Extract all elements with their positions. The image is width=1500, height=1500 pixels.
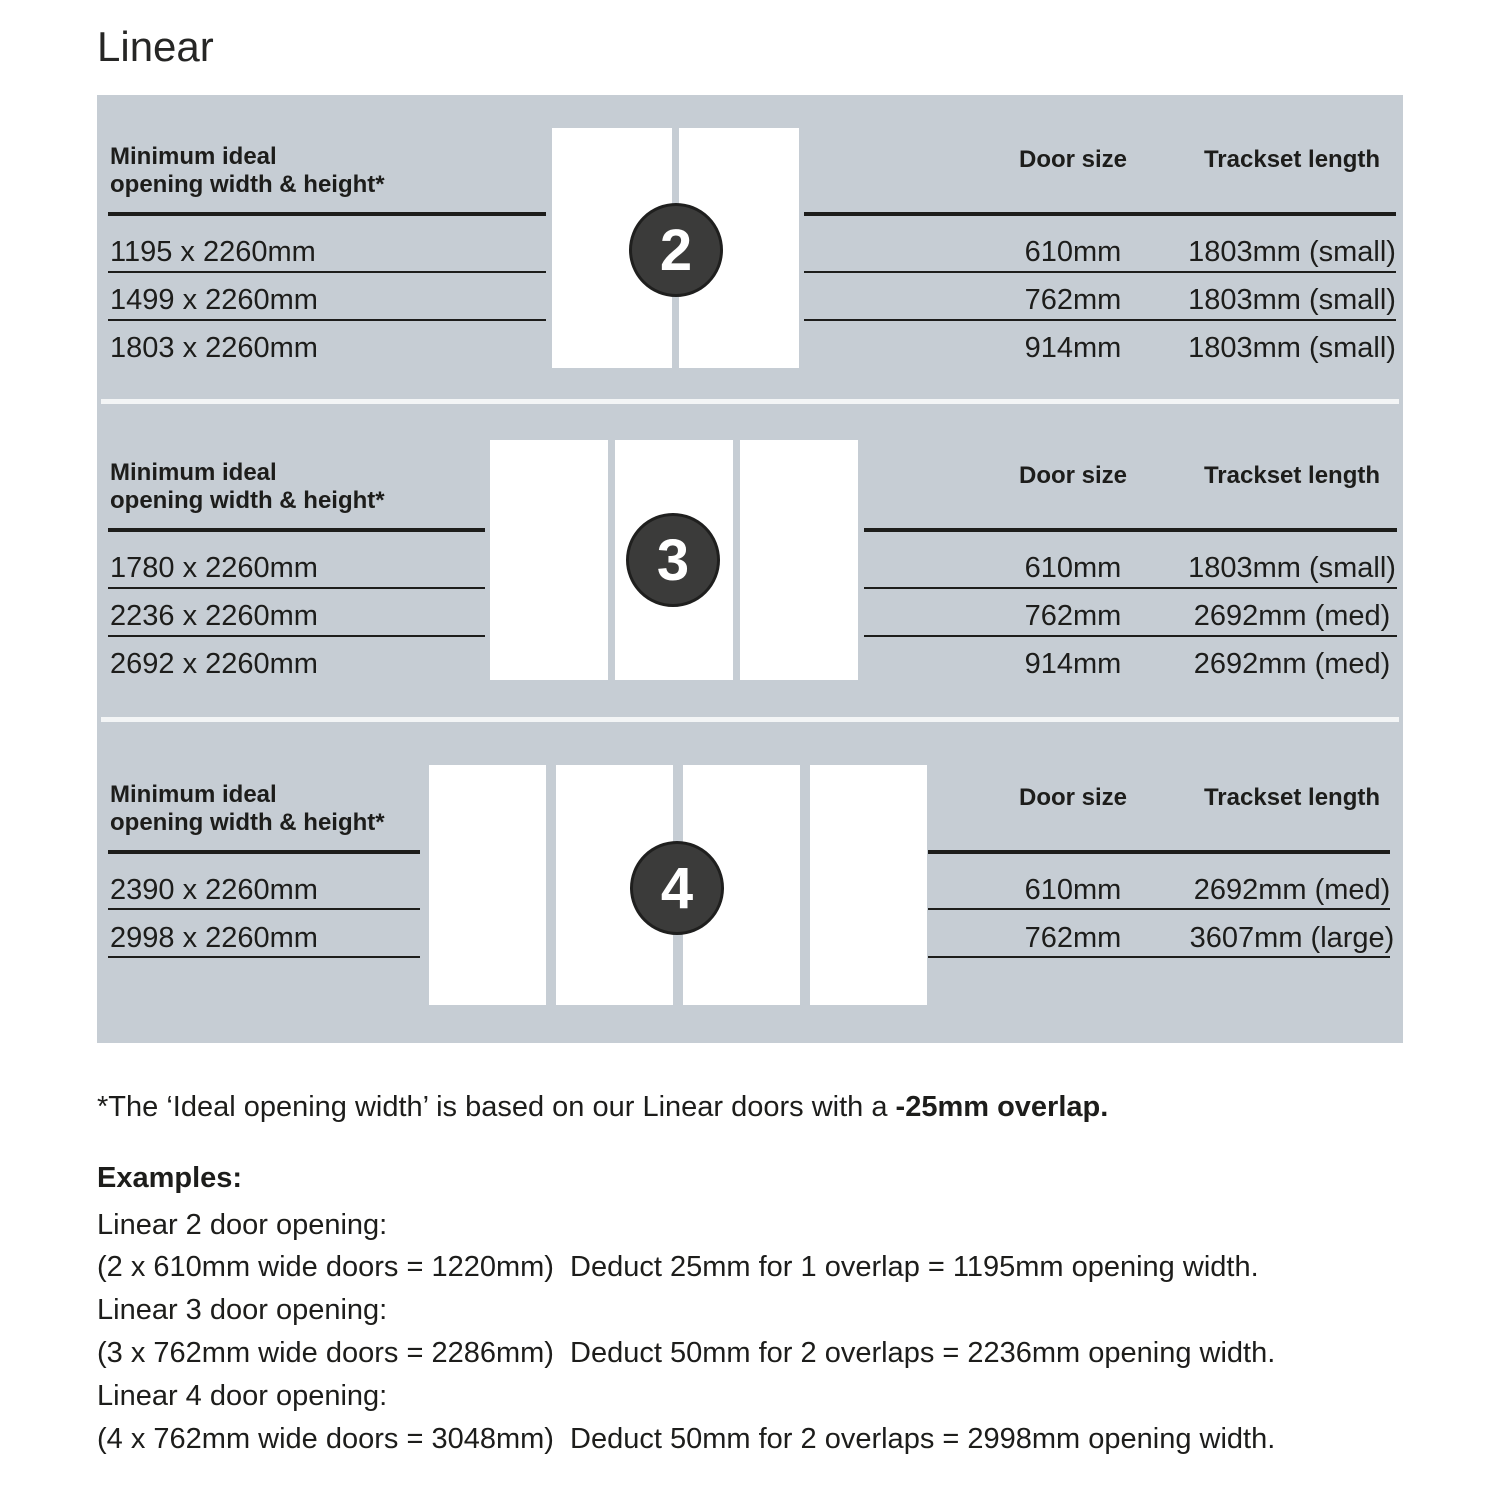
door-size-value: 762mm — [1024, 284, 1122, 316]
door-count-badge: 2 — [629, 203, 723, 297]
opening-size-value: 2692 x 2260mm — [110, 648, 318, 680]
left-table-header-line2: opening width & height* — [110, 171, 385, 198]
left-table-header-line1: Minimum ideal — [110, 459, 277, 486]
opening-size-value: 1780 x 2260mm — [110, 552, 318, 584]
column-header-door-size: Door size — [1018, 784, 1128, 811]
example-label: Linear 4 door opening: — [97, 1380, 388, 1412]
left-table-header-line2: opening width & height* — [110, 809, 385, 836]
row-divider — [108, 587, 485, 589]
section-separator — [101, 399, 1399, 404]
door-size-value: 762mm — [1024, 922, 1122, 954]
door-panel — [810, 765, 927, 1005]
footnote-text: *The ‘Ideal opening width’ is based on our Linear doors with a — [97, 1091, 896, 1123]
row-divider — [108, 908, 420, 910]
row-divider — [804, 271, 1396, 273]
opening-size-value: 1499 x 2260mm — [110, 284, 318, 316]
door-size-value: 610mm — [1024, 236, 1122, 268]
left-table-header — [110, 459, 385, 515]
opening-size-value: 1803 x 2260mm — [110, 332, 318, 364]
door-panel — [429, 765, 546, 1005]
left-table-header-line2: opening width & height* — [110, 487, 385, 514]
row-divider — [804, 319, 1396, 321]
row-divider — [928, 908, 1390, 910]
left-table-header — [110, 781, 385, 837]
header-rule-right — [864, 528, 1397, 532]
row-divider — [108, 635, 485, 637]
door-size-value: 914mm — [1024, 332, 1122, 364]
column-header-door-size: Door size — [1018, 462, 1128, 489]
trackset-length-value: 2692mm (med) — [1193, 600, 1391, 632]
door-size-value: 610mm — [1024, 874, 1122, 906]
column-header-trackset: Trackset length — [1203, 462, 1381, 489]
row-divider — [108, 956, 420, 958]
left-table-header-line1: Minimum ideal — [110, 143, 277, 170]
opening-size-value: 2998 x 2260mm — [110, 922, 318, 954]
door-size-value: 914mm — [1024, 648, 1122, 680]
trackset-length-value: 1803mm (small) — [1188, 332, 1396, 364]
example-label: Linear 2 door opening: — [97, 1209, 388, 1241]
header-rule-right — [804, 212, 1396, 216]
column-header-door-size: Door size — [1018, 146, 1128, 173]
trackset-length-value: 2692mm (med) — [1193, 648, 1391, 680]
door-panel — [490, 440, 608, 680]
column-header-trackset: Trackset length — [1203, 784, 1381, 811]
door-size-value: 762mm — [1024, 600, 1122, 632]
row-divider — [928, 956, 1390, 958]
door-count-badge: 4 — [630, 841, 724, 935]
trackset-length-value: 1803mm (small) — [1188, 236, 1396, 268]
example-detail: (3 x 762mm wide doors = 2286mm) Deduct 50mm for 2 overlaps = 2236mm opening width. — [97, 1337, 1276, 1369]
door-count-badge: 3 — [626, 513, 720, 607]
row-divider — [108, 319, 546, 321]
trackset-length-value: 1803mm (small) — [1188, 284, 1396, 316]
footnote-bold-text: -25mm overlap. — [895, 1091, 1109, 1123]
examples-heading: Examples: — [97, 1162, 243, 1194]
opening-size-value: 2236 x 2260mm — [110, 600, 318, 632]
page-title: Linear — [97, 23, 214, 70]
opening-size-value: 1195 x 2260mm — [110, 236, 316, 268]
header-rule-left — [108, 528, 485, 532]
example-label: Linear 3 door opening: — [97, 1294, 388, 1326]
column-header-trackset: Trackset length — [1203, 146, 1381, 173]
row-divider — [108, 271, 546, 273]
header-rule-left — [108, 850, 420, 854]
header-rule-left — [108, 212, 546, 216]
example-detail: (4 x 762mm wide doors = 3048mm) Deduct 50mm for 2 overlaps = 2998mm opening width. — [97, 1423, 1276, 1455]
left-table-header-line1: Minimum ideal — [110, 781, 277, 808]
opening-size-value: 2390 x 2260mm — [110, 874, 318, 906]
row-divider — [864, 587, 1397, 589]
left-table-header — [110, 143, 385, 199]
section-separator — [101, 717, 1399, 722]
example-detail: (2 x 610mm wide doors = 1220mm) Deduct 25mm for 1 overlap = 1195mm opening width. — [97, 1251, 1259, 1283]
door-size-value: 610mm — [1024, 552, 1122, 584]
trackset-length-value: 2692mm (med) — [1193, 874, 1391, 906]
header-rule-right — [928, 850, 1390, 854]
trackset-length-value: 3607mm (large) — [1189, 922, 1395, 954]
trackset-length-value: 1803mm (small) — [1188, 552, 1396, 584]
door-panel — [740, 440, 858, 680]
footnote — [97, 1090, 1108, 1124]
row-divider — [864, 635, 1397, 637]
